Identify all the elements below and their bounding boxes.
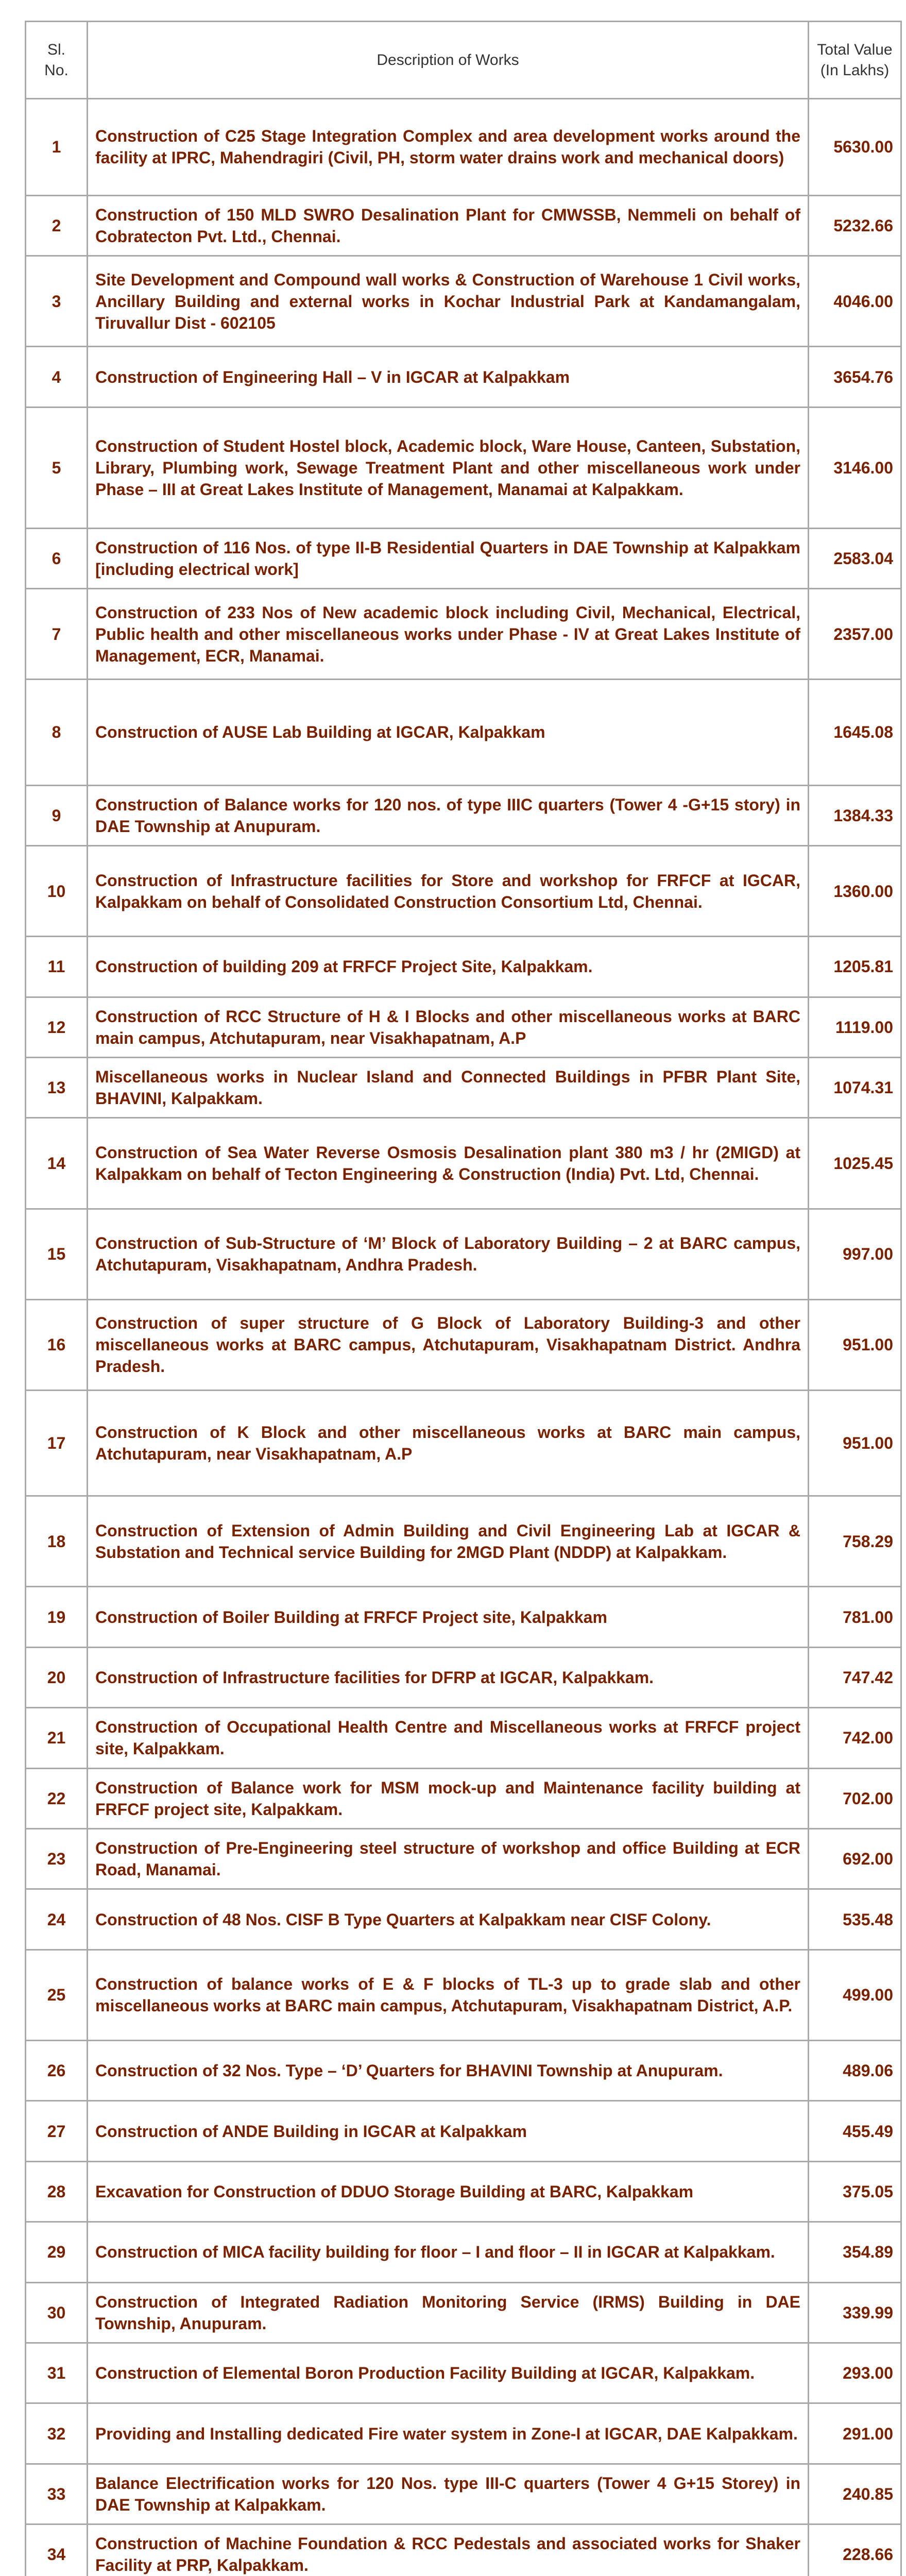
- row-description: Construction of balance works of E & F blocks of TL-3 up to grade slab and other miscellaneous works at BARC main campus, Atchutapuram, Visakhapatnam District, A.P.: [88, 1950, 809, 2040]
- table-row: [26, 407, 901, 528]
- table-header-row: [26, 22, 901, 99]
- row-total-value: 293.00: [809, 2343, 901, 2403]
- row-total-value: 535.48: [809, 1889, 901, 1950]
- row-total-value: 1025.45: [809, 1118, 901, 1209]
- row-description: Construction of 32 Nos. Type – ‘D’ Quarters for BHAVINI Township at Anupuram.: [88, 2040, 809, 2100]
- row-total-value: 291.00: [809, 2403, 901, 2464]
- table-row: [26, 2282, 901, 2343]
- row-description: Construction of Balance works for 120 nos. of type IIIC quarters (Tower 4 -G+15 story) in DAE Township at Anupuram.: [88, 785, 809, 845]
- row-total-value: 1119.00: [809, 997, 901, 1057]
- row-sl-no: 32: [26, 2403, 88, 2464]
- row-description: Construction of 116 Nos. of type II-B Residential Quarters in DAE Township at Kalpakkam [including electrical work]: [88, 528, 809, 588]
- row-description: Construction of Integrated Radiation Monitoring Service (IRMS) Building in DAE Township, Anupuram.: [88, 2282, 809, 2343]
- table-row: [26, 680, 901, 785]
- table-row: [26, 1708, 901, 1768]
- row-description: Construction of building 209 at FRFCF Project Site, Kalpakkam.: [88, 937, 809, 997]
- row-description: Construction of 48 Nos. CISF B Type Quarters at Kalpakkam near CISF Colony.: [88, 1889, 809, 1950]
- row-total-value: 702.00: [809, 1768, 901, 1828]
- table-row: [26, 1118, 901, 1209]
- table-row: [26, 846, 901, 937]
- row-sl-no: 8: [26, 680, 88, 785]
- row-description: Excavation for Construction of DDUO Storage Building at BARC, Kalpakkam: [88, 2161, 809, 2222]
- row-total-value: 2583.04: [809, 528, 901, 588]
- row-description: Construction of RCC Structure of H & I Blocks and other miscellaneous works at BARC main campus, Atchutapuram, near Visakhapatnam, A.P: [88, 997, 809, 1057]
- row-sl-no: 19: [26, 1587, 88, 1647]
- row-description: Construction of Engineering Hall – V in IGCAR at Kalpakkam: [88, 347, 809, 407]
- row-sl-no: 12: [26, 997, 88, 1057]
- header-sl-no: Sl. No.: [26, 22, 88, 99]
- header-total-value: Total Value (In Lakhs): [809, 22, 901, 99]
- row-description: Construction of Pre-Engineering steel structure of workshop and office Building at ECR Road, Manamai.: [88, 1829, 809, 1889]
- row-description: Construction of Extension of Admin Building and Civil Engineering Lab at IGCAR & Substation and Technical service Building for 2MGD Plant (NDDP) at Kalpakkam.: [88, 1496, 809, 1587]
- row-sl-no: 28: [26, 2161, 88, 2222]
- row-sl-no: 26: [26, 2040, 88, 2100]
- table-row: [26, 347, 901, 407]
- row-description: Construction of Infrastructure facilities for DFRP at IGCAR, Kalpakkam.: [88, 1647, 809, 1707]
- row-total-value: 1205.81: [809, 937, 901, 997]
- row-description: Construction of Sea Water Reverse Osmosis Desalination plant 380 m3 / hr (2MIGD) at Kalpakkam on behalf of Tecton Engineering & Construction (India) Pvt. Ltd, Chennai.: [88, 1118, 809, 1209]
- table-row: [26, 1647, 901, 1707]
- row-sl-no: 2: [26, 195, 88, 256]
- row-sl-no: 23: [26, 1829, 88, 1889]
- row-description: Construction of Sub-Structure of ‘M’ Block of Laboratory Building – 2 at BARC campus, Atchutapuram, Visakhapatnam, Andhra Pradesh.: [88, 1209, 809, 1299]
- table-row: [26, 256, 901, 347]
- table-row: [26, 2101, 901, 2161]
- row-total-value: 3146.00: [809, 407, 901, 528]
- row-sl-no: 20: [26, 1647, 88, 1707]
- row-sl-no: 17: [26, 1390, 88, 1496]
- row-description: Construction of ANDE Building in IGCAR at Kalpakkam: [88, 2101, 809, 2161]
- row-sl-no: 1: [26, 99, 88, 196]
- table-row: [26, 2222, 901, 2282]
- row-total-value: 3654.76: [809, 347, 901, 407]
- row-total-value: 1645.08: [809, 680, 901, 785]
- table-row: [26, 528, 901, 588]
- table-row: [26, 1768, 901, 1828]
- table-row: [26, 1057, 901, 1117]
- row-description: Construction of MICA facility building for floor – I and floor – II in IGCAR at Kalpakkam.: [88, 2222, 809, 2282]
- table-row: [26, 99, 901, 196]
- row-total-value: 228.66: [809, 2524, 901, 2576]
- row-sl-no: 33: [26, 2464, 88, 2524]
- row-description: Construction of Machine Foundation & RCC Pedestals and associated works for Shaker Facility at PRP, Kalpakkam.: [88, 2524, 809, 2576]
- row-description: Construction of C25 Stage Integration Complex and area development works around the facility at IPRC, Mahendragiri (Civil, PH, storm water drains work and mechanical doors): [88, 99, 809, 196]
- table-row: [26, 937, 901, 997]
- row-total-value: 455.49: [809, 2101, 901, 2161]
- row-sl-no: 6: [26, 528, 88, 588]
- row-sl-no: 29: [26, 2222, 88, 2282]
- row-total-value: 1074.31: [809, 1057, 901, 1117]
- row-sl-no: 5: [26, 407, 88, 528]
- table-row: [26, 1829, 901, 1889]
- table-row: [26, 195, 901, 256]
- row-sl-no: 30: [26, 2282, 88, 2343]
- table-row: [26, 1889, 901, 1950]
- table-row: [26, 1587, 901, 1647]
- table-row: [26, 1496, 901, 1587]
- row-total-value: 951.00: [809, 1390, 901, 1496]
- row-total-value: 747.42: [809, 1647, 901, 1707]
- row-sl-no: 9: [26, 785, 88, 845]
- table-row: [26, 589, 901, 680]
- row-sl-no: 34: [26, 2524, 88, 2576]
- row-total-value: 5630.00: [809, 99, 901, 196]
- row-sl-no: 25: [26, 1950, 88, 2040]
- row-description: Construction of Boiler Building at FRFCF Project site, Kalpakkam: [88, 1587, 809, 1647]
- row-total-value: 997.00: [809, 1209, 901, 1299]
- table-row: [26, 997, 901, 1057]
- row-description: Construction of Infrastructure facilities for Store and workshop for FRFCF at IGCAR, Kalpakkam on behalf of Consolidated Construction Consortium Ltd, Chennai.: [88, 846, 809, 937]
- row-sl-no: 16: [26, 1299, 88, 1390]
- row-total-value: 951.00: [809, 1299, 901, 1390]
- row-total-value: 2357.00: [809, 589, 901, 680]
- row-description: Site Development and Compound wall works & Construction of Warehouse 1 Civil works, Ancillary Building and external works in Kochar Industrial Park at Kandamangalam, Tiruvallur Dist - 602105: [88, 256, 809, 347]
- table-row: [26, 2524, 901, 2576]
- table-row: [26, 2464, 901, 2524]
- row-sl-no: 18: [26, 1496, 88, 1587]
- row-description: Construction of Balance work for MSM mock-up and Maintenance facility building at FRFCF project site, Kalpakkam.: [88, 1768, 809, 1828]
- row-sl-no: 21: [26, 1708, 88, 1768]
- row-total-value: 5232.66: [809, 195, 901, 256]
- row-description: Balance Electrification works for 120 Nos. type III-C quarters (Tower 4 G+15 Storey) in DAE Township at Kalpakkam.: [88, 2464, 809, 2524]
- works-table: [25, 21, 902, 2576]
- row-total-value: 354.89: [809, 2222, 901, 2282]
- row-total-value: 339.99: [809, 2282, 901, 2343]
- table-row: [26, 2040, 901, 2100]
- row-description: Construction of K Block and other miscellaneous works at BARC main campus, Atchutapuram, near Visakhapatnam, A.P: [88, 1390, 809, 1496]
- row-sl-no: 22: [26, 1768, 88, 1828]
- row-total-value: 499.00: [809, 1950, 901, 2040]
- header-description: Description of Works: [88, 22, 809, 99]
- row-total-value: 742.00: [809, 1708, 901, 1768]
- row-sl-no: 14: [26, 1118, 88, 1209]
- row-sl-no: 11: [26, 937, 88, 997]
- row-description: Construction of Elemental Boron Production Facility Building at IGCAR, Kalpakkam.: [88, 2343, 809, 2403]
- row-total-value: 489.06: [809, 2040, 901, 2100]
- row-description: Construction of super structure of G Block of Laboratory Building-3 and other miscellaneous works at BARC campus, Atchutapuram, Visakhapatnam District. Andhra Pradesh.: [88, 1299, 809, 1390]
- row-total-value: 1384.33: [809, 785, 901, 845]
- row-sl-no: 10: [26, 846, 88, 937]
- table-row: [26, 1299, 901, 1390]
- row-total-value: 758.29: [809, 1496, 901, 1587]
- row-sl-no: 4: [26, 347, 88, 407]
- table-row: [26, 2403, 901, 2464]
- row-sl-no: 3: [26, 256, 88, 347]
- table-row: [26, 1209, 901, 1299]
- row-sl-no: 24: [26, 1889, 88, 1950]
- row-total-value: 781.00: [809, 1587, 901, 1647]
- row-sl-no: 7: [26, 589, 88, 680]
- row-description: Construction of Occupational Health Centre and Miscellaneous works at FRFCF project site, Kalpakkam.: [88, 1708, 809, 1768]
- table-row: [26, 1950, 901, 2040]
- row-description: Construction of Student Hostel block, Academic block, Ware House, Canteen, Substation, Library, Plumbing work, Sewage Treatment Plant and other miscellaneous work under Phase – III at Great Lakes Institute of Management, Manamai at Kalpakkam.: [88, 407, 809, 528]
- table-row: [26, 2161, 901, 2222]
- row-description: Construction of 150 MLD SWRO Desalination Plant for CMWSSB, Nemmeli on behalf of Cobratecton Pvt. Ltd., Chennai.: [88, 195, 809, 256]
- table-row: [26, 1390, 901, 1496]
- row-total-value: 1360.00: [809, 846, 901, 937]
- table-row: [26, 2343, 901, 2403]
- row-sl-no: 15: [26, 1209, 88, 1299]
- row-description: Construction of AUSE Lab Building at IGCAR, Kalpakkam: [88, 680, 809, 785]
- row-total-value: 4046.00: [809, 256, 901, 347]
- row-total-value: 240.85: [809, 2464, 901, 2524]
- row-description: Miscellaneous works in Nuclear Island and Connected Buildings in PFBR Plant Site, BHAVINI, Kalpakkam.: [88, 1057, 809, 1117]
- row-total-value: 692.00: [809, 1829, 901, 1889]
- row-description: Providing and Installing dedicated Fire water system in Zone-I at IGCAR, DAE Kalpakkam.: [88, 2403, 809, 2464]
- row-sl-no: 27: [26, 2101, 88, 2161]
- row-sl-no: 13: [26, 1057, 88, 1117]
- row-sl-no: 31: [26, 2343, 88, 2403]
- row-total-value: 375.05: [809, 2161, 901, 2222]
- row-description: Construction of 233 Nos of New academic block including Civil, Mechanical, Electrical, Public health and other miscellaneous works under Phase - IV at Great Lakes Institute of Management, ECR, Manamai.: [88, 589, 809, 680]
- table-row: [26, 785, 901, 845]
